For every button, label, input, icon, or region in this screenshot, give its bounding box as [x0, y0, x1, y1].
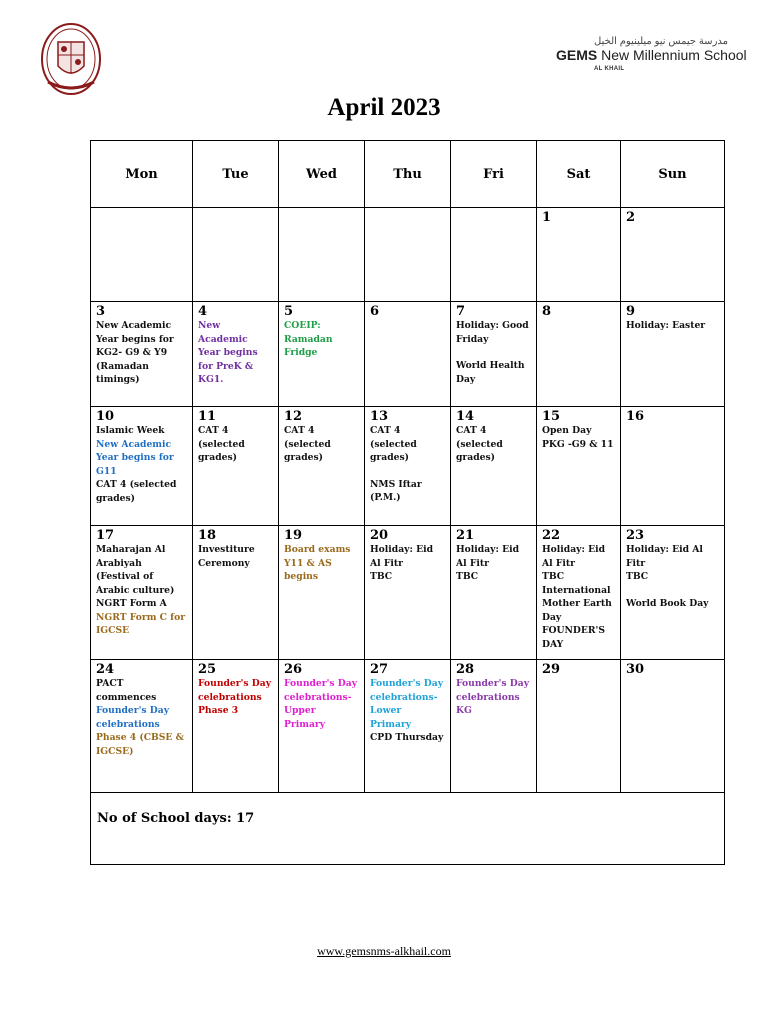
day-number: 15	[542, 409, 561, 424]
day-number: 8	[542, 304, 552, 319]
calendar-event: Holiday: Eid Al Fitr	[626, 544, 703, 569]
day-cell	[537, 208, 621, 302]
calendar-event: New Academic Year begins for KG2- G9 & Y9 (Ramadan timings)	[96, 320, 174, 385]
day-cell	[537, 407, 621, 526]
weekday-header: Sat	[537, 141, 621, 208]
day-number: 13	[370, 409, 389, 424]
day-cell	[451, 407, 537, 526]
logo-school-name	[556, 47, 747, 63]
calendar-event: PACT commences	[96, 678, 157, 703]
calendar-event: CAT 4 (selected grades)	[96, 479, 177, 504]
day-number: 25	[198, 662, 217, 677]
day-cell	[537, 302, 621, 407]
calendar-table	[90, 140, 725, 865]
day-number: 9	[626, 304, 636, 319]
day-number: 29	[542, 662, 561, 677]
day-cell	[451, 660, 537, 793]
weekday-header: Wed	[279, 141, 365, 208]
day-number: 21	[456, 528, 475, 543]
day-cell	[279, 526, 365, 660]
calendar-event: TBC	[370, 571, 393, 582]
calendar-event: Founder's Day celebrations KG	[456, 678, 530, 716]
logo-school: New Millennium School	[601, 47, 747, 63]
day-cell	[621, 660, 725, 793]
school-crest-logo	[40, 22, 102, 96]
weekday-header: Tue	[193, 141, 279, 208]
day-number: 14	[456, 409, 475, 424]
week-row	[91, 208, 725, 302]
calendar-event: TBC	[456, 571, 479, 582]
event-spacer	[626, 584, 719, 597]
day-cell	[621, 208, 725, 302]
calendar-event: International Mother Earth Day	[542, 584, 612, 623]
day-number: 19	[284, 528, 303, 543]
day-cell	[193, 526, 279, 660]
week-row	[91, 660, 725, 793]
calendar-event: Holiday: Easter	[626, 320, 706, 331]
day-cell	[193, 660, 279, 793]
calendar-event: Holiday: Eid Al Fitr	[542, 544, 606, 569]
calendar-event: Founder's Day celebrations- Lower Primary	[370, 678, 444, 730]
calendar-event: COEIP: Ramadan Fridge	[284, 320, 333, 358]
day-number: 6	[370, 304, 380, 319]
gems-school-logo	[556, 36, 747, 78]
day-cell	[91, 407, 193, 526]
weekday-header: Mon	[91, 141, 193, 208]
calendar-event: TBC	[626, 571, 649, 582]
day-cell	[279, 208, 365, 302]
day-cell	[365, 526, 451, 660]
day-number: 10	[96, 409, 115, 424]
day-cell	[193, 302, 279, 407]
day-cell	[91, 302, 193, 407]
calendar-event: World Health Day	[456, 360, 525, 385]
school-days-count: No of School days: 17	[91, 793, 725, 865]
calendar-event: New Academic Year begins for G11	[96, 438, 174, 477]
day-number: 18	[198, 528, 217, 543]
day-number: 1	[542, 210, 552, 225]
week-row	[91, 407, 725, 526]
calendar-event: Open Day PKG -G9 & 11	[542, 425, 614, 450]
weekday-header: Thu	[365, 141, 451, 208]
calendar-event: NMS Iftar (P.M.)	[370, 478, 422, 503]
day-cell	[91, 526, 193, 660]
weekday-header-row	[91, 141, 725, 208]
calendar-event: Phase 4 (CBSE & IGCSE)	[96, 732, 184, 757]
calendar-event: World Book Day	[626, 597, 709, 609]
week-row	[91, 302, 725, 407]
day-cell	[279, 660, 365, 793]
day-number: 26	[284, 662, 303, 677]
day-number: 4	[198, 304, 208, 319]
calendar-event: Holiday: Good Friday	[456, 320, 529, 345]
day-cell	[451, 208, 537, 302]
day-number: 30	[626, 662, 645, 677]
day-number: 24	[96, 662, 115, 677]
calendar-event: Islamic Week	[96, 425, 165, 436]
logo-arabic-name: مدرسة جيمس نيو ميلينيوم الخيل	[594, 36, 728, 47]
day-cell	[537, 660, 621, 793]
day-number: 27	[370, 662, 389, 677]
calendar-event: CAT 4 (selected grades)	[370, 425, 417, 463]
weekday-header: Fri	[451, 141, 537, 208]
day-cell	[621, 526, 725, 660]
day-cell	[365, 302, 451, 407]
day-cell	[279, 302, 365, 407]
day-number: 20	[370, 528, 389, 543]
day-number: 12	[284, 409, 303, 424]
calendar-event: Founder's Day celebrations- Upper Primary	[284, 678, 358, 730]
day-cell	[621, 302, 725, 407]
day-number: 28	[456, 662, 475, 677]
calendar-event: CPD Thursday	[370, 732, 444, 743]
logo-campus: AL KHAIL	[594, 66, 625, 72]
calendar-event: CAT 4 (selected grades)	[456, 425, 503, 463]
day-cell	[279, 407, 365, 526]
day-number: 23	[626, 528, 645, 543]
calendar-event: Maharajan Al Arabiyah (Festival of Arabic culture)	[96, 544, 175, 596]
calendar-event: Board exams Y11 & AS begins	[284, 544, 351, 582]
calendar-event: TBC	[542, 571, 565, 582]
day-cell	[365, 208, 451, 302]
day-number: 3	[96, 304, 106, 319]
logo-brand: GEMS	[556, 47, 598, 63]
school-website-link[interactable]: www.gemsnms-alkhail.com	[317, 944, 451, 958]
day-number: 2	[626, 210, 636, 225]
calendar-event: New Academic Year begins for PreK & KG1.	[198, 320, 258, 385]
calendar-event: CAT 4 (selected grades)	[284, 425, 331, 463]
day-cell	[621, 407, 725, 526]
footer-row	[91, 793, 725, 865]
event-spacer	[456, 346, 531, 359]
calendar-event: NGRT Form A	[96, 598, 167, 609]
event-spacer	[370, 465, 445, 478]
day-cell	[193, 208, 279, 302]
weekday-header: Sun	[621, 141, 725, 208]
calendar-event: Founder's Day celebrations Phase 3	[198, 678, 272, 716]
calendar-event: Holiday: Eid Al Fitr	[370, 544, 434, 569]
day-cell	[451, 302, 537, 407]
day-number: 11	[198, 409, 217, 424]
calendar-event: CAT 4 (selected grades)	[198, 425, 245, 463]
day-cell	[537, 526, 621, 660]
day-number: 17	[96, 528, 115, 543]
day-cell	[91, 660, 193, 793]
day-number: 16	[626, 409, 645, 424]
day-number: 7	[456, 304, 466, 319]
calendar-event: Founder's Day celebrations	[96, 705, 170, 730]
day-cell	[365, 660, 451, 793]
calendar-event: FOUNDER'S DAY	[542, 625, 605, 650]
day-cell	[451, 526, 537, 660]
day-cell	[91, 208, 193, 302]
day-cell	[193, 407, 279, 526]
calendar-event: NGRT Form C for IGCSE	[96, 611, 186, 636]
calendar-event: Holiday: Eid Al Fitr	[456, 544, 520, 569]
week-row	[91, 526, 725, 660]
day-cell	[365, 407, 451, 526]
calendar-event: Investiture Ceremony	[198, 544, 255, 569]
day-number: 5	[284, 304, 294, 319]
calendar-title: April 2023	[327, 94, 441, 121]
day-number: 22	[542, 528, 561, 543]
